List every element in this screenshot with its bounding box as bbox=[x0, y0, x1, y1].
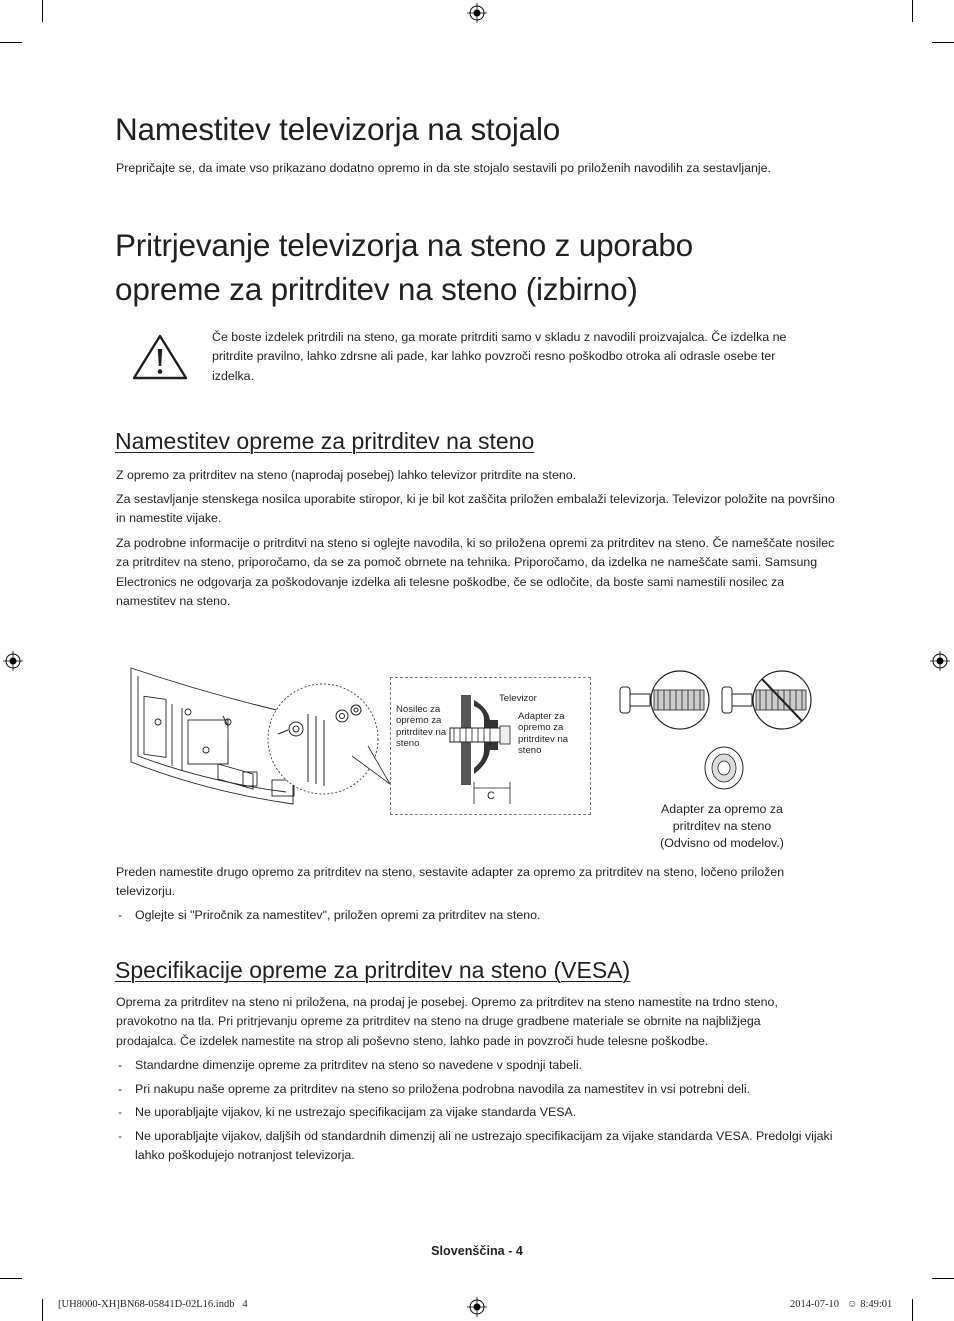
registration-mark-icon bbox=[930, 651, 950, 671]
bullet-dash: - bbox=[118, 1105, 123, 1119]
warning-icon bbox=[131, 333, 189, 381]
adapter-caption: Adapter za opremo za pritrditev na steno (Odvisno od modelov.) bbox=[660, 802, 784, 850]
dimension-c-label: C bbox=[487, 790, 495, 802]
page-number: Slovenščina - 4 bbox=[431, 1244, 523, 1258]
section-title-line-2: opreme za pritrditev na steno (izbirno) bbox=[115, 271, 638, 307]
crop-mark bbox=[42, 1299, 43, 1321]
crop-mark bbox=[0, 1278, 22, 1279]
registration-mark-icon bbox=[467, 3, 487, 23]
warning-text: Če boste izdelek pritrdili na steno, ga morate pritrditi samo v skladu z navodili proizvajalca. Če izdelka ne pritrdite pravilno, lahko zdrsne ali pade, kar lahko povzroči resno poškodbo otroka ali odrasle osebe ter izdelka. bbox=[212, 330, 787, 383]
crop-mark bbox=[0, 42, 22, 43]
print-slug-right: 2014-07-10 ☺ 8:49:01 bbox=[790, 1299, 893, 1310]
list-item: - Standardne dimenzije opreme za pritrditev na steno so navedene v spodnji tabeli. bbox=[118, 1056, 855, 1075]
bullet-dash: - bbox=[118, 1129, 123, 1143]
list-item: - Ne uporabljajte vijakov, ki ne ustrezajo specifikacijam za vijake standarda VESA. bbox=[118, 1103, 855, 1122]
intro-text: Prepričajte se, da imate vso prikazano dodatno opremo in da ste stojalo sestavili po priloženih navodilih za sestavljanje. bbox=[116, 161, 772, 175]
paragraph: Oprema za pritrditev na steno ni priložena, na prodaj je posebej. Opremo za pritrditev na steno namestite na trdno steno, pravokotno na tla. Pri pritrjevanju opreme za pritrditev na steno na druge gradbene materiale se obrnite na najbližjega prodajalca. Če izdelek namestite na strop ali poševno steno, lahko pade in povzroči hude telesne poškodbe. bbox=[116, 995, 778, 1048]
crop-mark bbox=[42, 0, 43, 22]
paragraph: Za sestavljanje stenskega nosilca uporabite stiropor, ki je bil kot zaščita priložen embalaži televizorja. Televizor položite na površino in namestite vijake. bbox=[116, 492, 835, 526]
crop-mark bbox=[912, 0, 913, 22]
subsection-title-wall-mount: Namestitev opreme za pritrditev na steno bbox=[115, 428, 535, 454]
list-item: - Pri nakupu naše opreme za pritrditev na steno so priložena podrobna navodila za namestitev in vsi potrebni deli. bbox=[118, 1080, 855, 1099]
tv-back-bracket-illustration bbox=[128, 664, 390, 824]
subsection-title-vesa: Specifikacije opreme za pritrditev na steno (VESA) bbox=[115, 957, 631, 983]
registration-mark-icon bbox=[3, 651, 23, 671]
registration-mark-icon bbox=[467, 1297, 487, 1317]
wall-mount-adapter-icon bbox=[702, 744, 746, 792]
adapter-label: Adapter za opremo za pritrditev na steno bbox=[518, 711, 569, 757]
tv-label: Televizor bbox=[499, 693, 537, 704]
screw-correct-icon bbox=[618, 669, 714, 731]
bracket-label: Nosilec za opremo za pritrditev na steno bbox=[396, 704, 447, 750]
bullet-dash: - bbox=[118, 1058, 123, 1072]
screw-incorrect-icon bbox=[720, 669, 816, 731]
list-item: - Oglejte si "Priročnik za namestitev", priložen opremi za pritrditev na steno. bbox=[118, 906, 855, 925]
page-title: Namestitev televizorja na stojalo bbox=[115, 111, 561, 147]
crop-mark bbox=[932, 42, 954, 43]
bullet-dash: - bbox=[118, 1082, 123, 1096]
cross-section-illustration bbox=[440, 690, 530, 810]
section-title-line-1: Pritrjevanje televizorja na steno z uporabo bbox=[115, 227, 693, 263]
paragraph: Za podrobne informacije o pritrditvi na steno si oglejte navodila, ki so priložena opremi za pritrditev na steno. Če nameščate nosilec za pritrditev na steno, priporočamo, da se za pomoč obrnete na tehnika. Priporočamo, da izdelka ne nameščate sami. Samsung Electronics ne odgovarja za poškodovanje izdelka ali telesne poškodbe, če se odločite, da boste sami namestili nosilec za namestitev na steno. bbox=[116, 536, 835, 609]
list-item: - Ne uporabljajte vijakov, daljših od standardnih dimenzij ali ne ustrezajo specifikacijam za vijake standarda VESA. Predolgi vijaki lahko poškodujejo notranjost televizorja. bbox=[118, 1129, 833, 1163]
paragraph: Preden namestite drugo opremo za pritrditev na steno, sestavite adapter za opremo za pritrditev na steno, ločeno priložen televizorju. bbox=[116, 865, 785, 899]
print-slug-left: [UH8000-XH]BN68-05841D-02L16.indb 4 bbox=[58, 1299, 248, 1310]
crop-mark bbox=[932, 1278, 954, 1279]
crop-mark bbox=[912, 1299, 913, 1321]
bullet-dash: - bbox=[118, 908, 123, 922]
paragraph: Z opremo za pritrditev na steno (naprodaj posebej) lahko televizor pritrdite na steno. bbox=[116, 468, 577, 482]
